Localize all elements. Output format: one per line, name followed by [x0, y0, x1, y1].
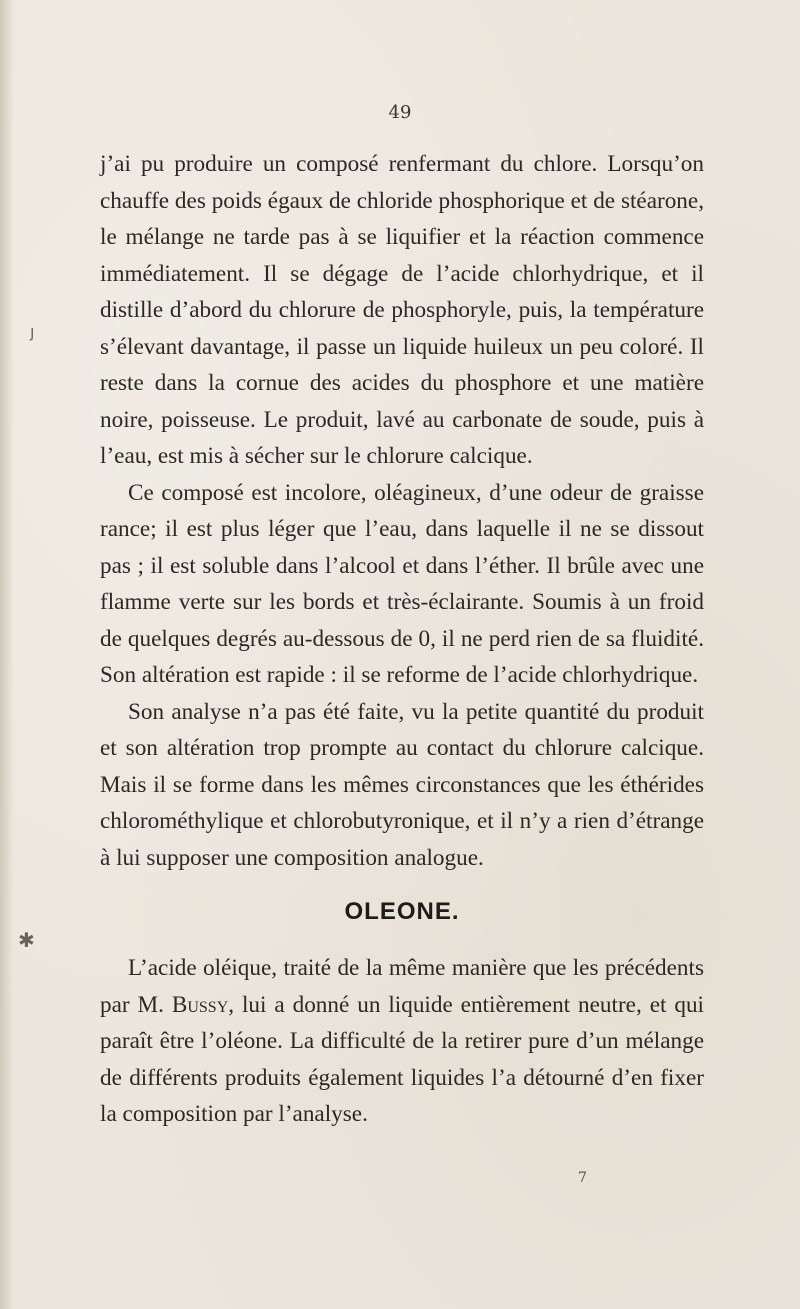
page-left-edge-shadow: [0, 0, 14, 1309]
margin-ink-mark: ȷ: [30, 322, 35, 341]
section-heading: OLEONE.: [344, 898, 460, 925]
margin-ink-blot: ✱: [18, 928, 35, 952]
body-text: [100, 146, 704, 1133]
paragraph-2: Ce composé est incolore, oléagineux, d’une odeur de graisse rance; il est plus léger que l’eau, dans laquelle il ne se dissout pas ; il est soluble dans l’alcool et dans l’éther. Il brûle avec une flamme verte sur les bords et très-éclairante. Soumis à un froid de quelques degrés au-dessous de 0, il ne perd rien de sa fluidité. Son altération est rapide : il se reforme de l’acide chlorhydrique.: [100, 479, 704, 688]
paragraph-4: [100, 950, 704, 1133]
page-number: 49: [388, 102, 412, 123]
paragraph-1: j’ai pu produire un composé renfermant du chlore. Lorsqu’on chauffe des poids égaux de chloride phosphorique et de stéarone, le mélange ne tarde pas à se liquifier et la réaction commence immédiatement. Il se dégage de l’acide chlorhydrique, et il distille d’abord du chlorure de phosphoryle, puis, la température s’élevant davantage, il passe un liquide huileux un peu coloré. Il reste dans la cornue des acides du phosphore et une matière noire, poisseuse. Le produit, lavé au carbonate de soude, puis à l’eau, est mis à sécher sur le chlorure calcique.: [100, 151, 704, 469]
paragraph-4-part-1: L’acide oléique, traité de la même manière que les précédents par M.: [100, 955, 704, 1018]
paragraph-4-part-2: , lui a donné un liquide entièrement neutre, et qui paraît être l’oléone. La difficulté de la retirer pure d’un mélange de différents produits également liquides l’a détourné d’en fixer la composition par l’analyse.: [100, 991, 704, 1127]
paragraph-3: Son analyse n’a pas été faite, vu la petite quantité du produit et son altération trop prompte au contact du chlorure calcique. Mais il se forme dans les mêmes circonstances que les éthérides chlorométhylique et chlorobutyronique, et il n’y a rien d’étrange à lui supposer une composition analogue.: [100, 698, 704, 871]
author-name: Bussy: [171, 991, 229, 1018]
signature-mark: 7: [578, 1170, 587, 1186]
